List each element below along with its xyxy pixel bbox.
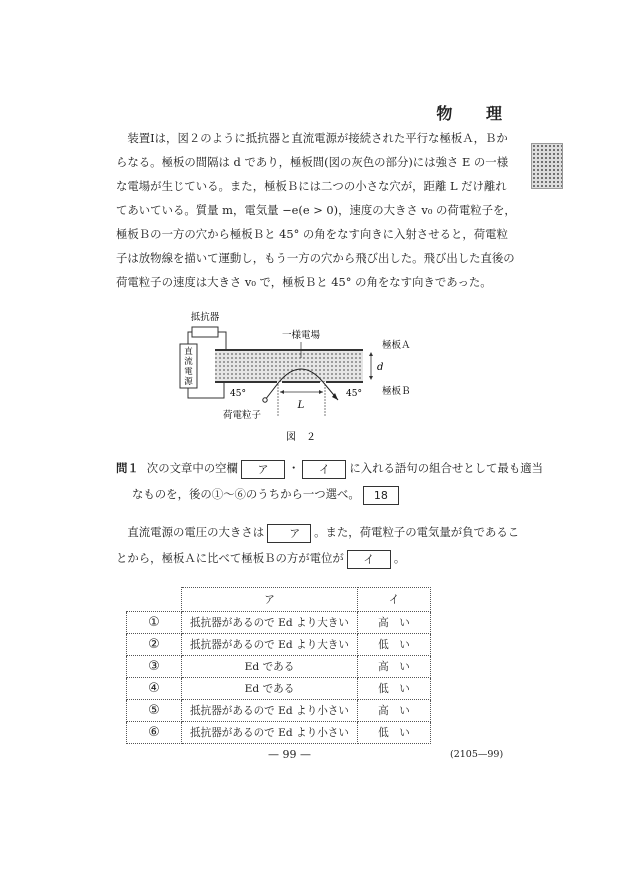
choice-a: 抵抗器があるので Ed より大きい (182, 612, 358, 634)
choices-table (126, 587, 431, 744)
power-label-1: 直 (184, 347, 193, 357)
field-label: 一様電場 (281, 330, 321, 341)
plate-a-label: 極板Ａ (382, 340, 411, 351)
choice-number[interactable]: ② (127, 634, 182, 656)
choice-a: 抵抗器があるので Ed より大きい (182, 634, 358, 656)
table-header-row (127, 588, 431, 612)
choice-number[interactable]: ④ (127, 678, 182, 700)
statement-part4: 。 (393, 551, 406, 565)
statement (116, 519, 526, 571)
header-b: イ (358, 588, 431, 612)
choice-number[interactable]: ③ (127, 656, 182, 678)
choice-b: 高 い (358, 612, 431, 634)
header-a: ア (182, 588, 358, 612)
power-label-3: 電 (184, 367, 193, 377)
plate-b-label: 極板Ｂ (382, 386, 411, 397)
statement-blank-a: ア (267, 524, 311, 543)
blank-a-box: ア (241, 460, 285, 479)
particle-icon (263, 398, 267, 402)
choice-b: 低 い (358, 634, 431, 656)
statement-blank-b: イ (347, 550, 391, 569)
table-row (127, 634, 431, 656)
choice-b: 低 い (358, 678, 431, 700)
figure-caption: 図 ２ (286, 432, 316, 443)
angle-right-label: 45° (346, 389, 362, 399)
separator: ・ (287, 461, 300, 475)
statement-part3: とから，極板Ａに比べて極板Ｂの方が電位が (116, 551, 344, 565)
choice-a: 抵抗器があるので Ed より小さい (182, 722, 358, 744)
angle-left-label: 45° (230, 389, 246, 399)
intro-text: 装置Ⅰは，図２のように抵抗器と直流電源が接続された平行な極板Ａ，Ｂからなる。極板の間隔は d であり，極板間(図の灰色の部分)には強さ E の一様な電場が生じている。また，極板Ｂには二つの小さな穴が，距離 L だけ離れてあいている。質量 m，電気量 −e(e > 0)，速度の大きさ v₀ の荷電粒子を，極板Ｂの一方の穴から極板Ｂと 45° の角をなす向きに入射させると，荷電粒子は放物線を描いて運動し，もう一方の穴から飛び出した。飛び出した直後の荷電粒子の速度は大きさ v₀ で，極板Ｂと 45° の角をなす向きであった。 (116, 131, 516, 289)
question-label: 問１ (116, 461, 139, 475)
choice-a: 抵抗器があるので Ed より小さい (182, 700, 358, 722)
choice-a: Ed である (182, 656, 358, 678)
field-region (215, 350, 363, 382)
exam-code: (2105—99) (450, 749, 504, 760)
page-number: — 99 — (268, 748, 311, 761)
section-tab-marker (531, 143, 563, 189)
choice-number[interactable]: ⑤ (127, 700, 182, 722)
question-text-after: に入れる語句の組合せとして最も適当 (349, 461, 543, 475)
resistor-label: 抵抗器 (190, 312, 220, 323)
question-line2: なものを，後の①～⑥のうちから一つ選べ。 (132, 487, 360, 501)
intro-paragraph (116, 126, 516, 294)
distance-label: L (297, 400, 305, 411)
table-row (127, 656, 431, 678)
figure-2 (170, 304, 430, 446)
question-1 (116, 455, 543, 507)
question-area (116, 455, 543, 744)
answer-number-box: 18 (363, 486, 399, 505)
power-label-4: 源 (184, 377, 193, 387)
table-row (127, 612, 431, 634)
choice-number[interactable]: ⑥ (127, 722, 182, 744)
gap-label: d (377, 362, 384, 373)
choice-b: 高 い (358, 700, 431, 722)
table-row (127, 678, 431, 700)
statement-part2: 。また，荷電粒子の電気量が負であるこ (314, 525, 520, 539)
choice-b: 低 い (358, 722, 431, 744)
particle-label: 荷電粒子 (222, 410, 262, 421)
table-row (127, 700, 431, 722)
resistor-icon (192, 327, 218, 337)
question-text-before: 次の文章中の空欄 (146, 461, 238, 475)
power-label-2: 流 (184, 357, 193, 367)
statement-part1: 直流電源の電圧の大きさは (127, 525, 265, 539)
choice-number[interactable]: ① (127, 612, 182, 634)
table-row (127, 722, 431, 744)
circuit-diagram (170, 304, 430, 446)
choice-b: 高 い (358, 656, 431, 678)
subject-title: 物 理 (436, 104, 516, 123)
choice-a: Ed である (182, 678, 358, 700)
header-empty (127, 588, 182, 612)
blank-b-box: イ (302, 460, 346, 479)
